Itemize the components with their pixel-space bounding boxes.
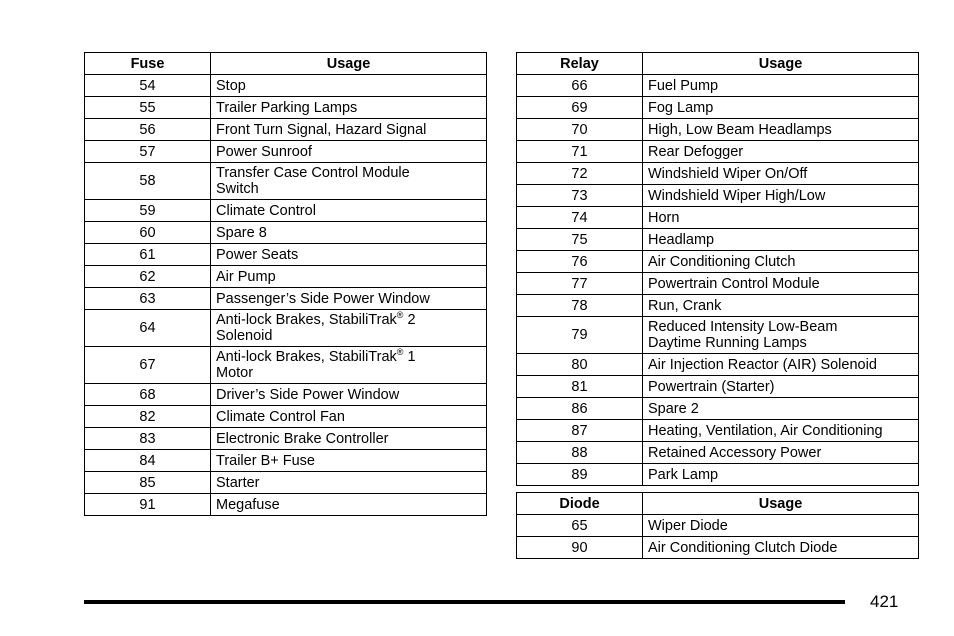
fuse-usage	[211, 310, 487, 347]
table-row	[85, 472, 487, 494]
table-row	[517, 75, 919, 97]
table-row	[85, 406, 487, 428]
fuse-number: 62	[85, 266, 211, 288]
relay-number: 78	[517, 295, 643, 317]
fuse-usage: Trailer Parking Lamps	[211, 97, 487, 119]
table-row	[85, 244, 487, 266]
relay-number: 72	[517, 163, 643, 185]
relay-usage: Powertrain Control Module	[643, 273, 919, 295]
relay-usage: Retained Accessory Power	[643, 442, 919, 464]
relay-number: 74	[517, 207, 643, 229]
usage-line-1: Transfer Case Control Module	[216, 165, 410, 181]
relay-usage	[643, 317, 919, 354]
diode-number: 90	[517, 537, 643, 559]
table-row	[517, 229, 919, 251]
fuse-usage	[211, 347, 487, 384]
diode-usage: Air Conditioning Clutch Diode	[643, 537, 919, 559]
fuse-number: 58	[85, 163, 211, 200]
fuse-number: 85	[85, 472, 211, 494]
relay-number: 89	[517, 464, 643, 486]
table-row	[517, 420, 919, 442]
table-row	[517, 141, 919, 163]
diode-number: 65	[517, 515, 643, 537]
relay-usage: Fuel Pump	[643, 75, 919, 97]
table-row	[85, 428, 487, 450]
table-row	[85, 75, 487, 97]
usage-line-1: Anti-lock Brakes, StabiliTrak	[216, 349, 397, 365]
fuse-usage: Climate Control	[211, 200, 487, 222]
relay-usage: Park Lamp	[643, 464, 919, 486]
table-row	[517, 185, 919, 207]
fuse-usage: Driver’s Side Power Window	[211, 384, 487, 406]
fuse-usage: Passenger’s Side Power Window	[211, 288, 487, 310]
table-header-row	[85, 53, 487, 75]
table-header-row	[517, 493, 919, 515]
diode-usage: Wiper Diode	[643, 515, 919, 537]
relay-number: 86	[517, 398, 643, 420]
table-row	[517, 119, 919, 141]
relay-usage: Powertrain (Starter)	[643, 376, 919, 398]
usage-line-1: Anti-lock Brakes, StabiliTrak	[216, 312, 397, 328]
table-row	[517, 398, 919, 420]
relay-number: 81	[517, 376, 643, 398]
fuse-usage: Air Pump	[211, 266, 487, 288]
diode-table	[516, 492, 919, 559]
relay-number: 69	[517, 97, 643, 119]
relay-table	[516, 52, 919, 486]
table-row	[85, 119, 487, 141]
relay-usage: Spare 2	[643, 398, 919, 420]
column-header-usage: Usage	[643, 493, 919, 515]
relay-number: 73	[517, 185, 643, 207]
table-row	[517, 163, 919, 185]
fuse-number: 82	[85, 406, 211, 428]
table-row	[85, 288, 487, 310]
relay-usage: Horn	[643, 207, 919, 229]
fuse-usage	[211, 163, 487, 200]
table-header-row	[517, 53, 919, 75]
fuse-usage: Front Turn Signal, Hazard Signal	[211, 119, 487, 141]
column-header-fuse: Fuse	[85, 53, 211, 75]
relay-number: 88	[517, 442, 643, 464]
table-row	[85, 347, 487, 384]
table-row	[517, 376, 919, 398]
fuse-table	[84, 52, 487, 516]
table-row	[517, 442, 919, 464]
relay-usage: Headlamp	[643, 229, 919, 251]
relay-number: 75	[517, 229, 643, 251]
usage-line-2: Switch	[216, 181, 259, 197]
registered-mark: ®	[396, 310, 404, 321]
table-row	[85, 163, 487, 200]
relay-usage: Windshield Wiper High/Low	[643, 185, 919, 207]
fuse-usage: Stop	[211, 75, 487, 97]
usage-line-2: Motor	[216, 365, 254, 381]
relay-number: 77	[517, 273, 643, 295]
fuse-usage: Starter	[211, 472, 487, 494]
fuse-usage: Spare 8	[211, 222, 487, 244]
table-row	[85, 97, 487, 119]
fuse-number: 56	[85, 119, 211, 141]
relay-usage: High, Low Beam Headlamps	[643, 119, 919, 141]
fuse-number: 61	[85, 244, 211, 266]
table-row	[85, 494, 487, 516]
table-row	[85, 384, 487, 406]
table-row	[85, 200, 487, 222]
table-row	[517, 251, 919, 273]
fuse-number: 84	[85, 450, 211, 472]
table-row	[85, 266, 487, 288]
fuse-number: 63	[85, 288, 211, 310]
table-row	[517, 273, 919, 295]
table-row	[517, 537, 919, 559]
fuse-number: 91	[85, 494, 211, 516]
relay-usage: Heating, Ventilation, Air Conditioning	[643, 420, 919, 442]
fuse-usage: Megafuse	[211, 494, 487, 516]
fuse-usage: Power Seats	[211, 244, 487, 266]
registered-mark: ®	[396, 347, 404, 358]
table-row	[517, 515, 919, 537]
table-row	[517, 354, 919, 376]
usage-line-2: Daytime Running Lamps	[648, 335, 807, 351]
fuse-number: 54	[85, 75, 211, 97]
fuse-usage: Trailer B+ Fuse	[211, 450, 487, 472]
relay-usage: Air Injection Reactor (AIR) Solenoid	[643, 354, 919, 376]
fuse-number: 68	[85, 384, 211, 406]
table-row	[517, 317, 919, 354]
fuse-number: 67	[85, 347, 211, 384]
fuse-number: 64	[85, 310, 211, 347]
usage-line-1-suffix: 1	[403, 349, 416, 365]
table-row	[85, 450, 487, 472]
fuse-number: 83	[85, 428, 211, 450]
table-row	[85, 310, 487, 347]
relay-number: 87	[517, 420, 643, 442]
relay-usage: Air Conditioning Clutch	[643, 251, 919, 273]
fuse-number: 59	[85, 200, 211, 222]
table-row	[517, 207, 919, 229]
fuse-usage: Climate Control Fan	[211, 406, 487, 428]
footer-rule	[84, 600, 845, 604]
column-header-usage: Usage	[643, 53, 919, 75]
fuse-usage: Power Sunroof	[211, 141, 487, 163]
table-row	[517, 295, 919, 317]
table-row	[517, 464, 919, 486]
fuse-usage: Electronic Brake Controller	[211, 428, 487, 450]
usage-line-2: Solenoid	[216, 328, 273, 344]
column-header-diode: Diode	[517, 493, 643, 515]
column-header-usage: Usage	[211, 53, 487, 75]
fuse-number: 57	[85, 141, 211, 163]
relay-number: 70	[517, 119, 643, 141]
relay-usage: Windshield Wiper On/Off	[643, 163, 919, 185]
relay-number: 66	[517, 75, 643, 97]
relay-number: 76	[517, 251, 643, 273]
relay-number: 71	[517, 141, 643, 163]
usage-line-1: Reduced Intensity Low-Beam	[648, 319, 838, 335]
fuse-number: 60	[85, 222, 211, 244]
page-number: 421	[870, 592, 899, 611]
table-row	[517, 97, 919, 119]
table-row	[85, 141, 487, 163]
fuse-number: 55	[85, 97, 211, 119]
column-header-relay: Relay	[517, 53, 643, 75]
relay-number: 80	[517, 354, 643, 376]
relay-number: 79	[517, 317, 643, 354]
usage-line-1-suffix: 2	[403, 312, 416, 328]
relay-usage: Rear Defogger	[643, 141, 919, 163]
relay-usage: Run, Crank	[643, 295, 919, 317]
table-row	[85, 222, 487, 244]
relay-usage: Fog Lamp	[643, 97, 919, 119]
